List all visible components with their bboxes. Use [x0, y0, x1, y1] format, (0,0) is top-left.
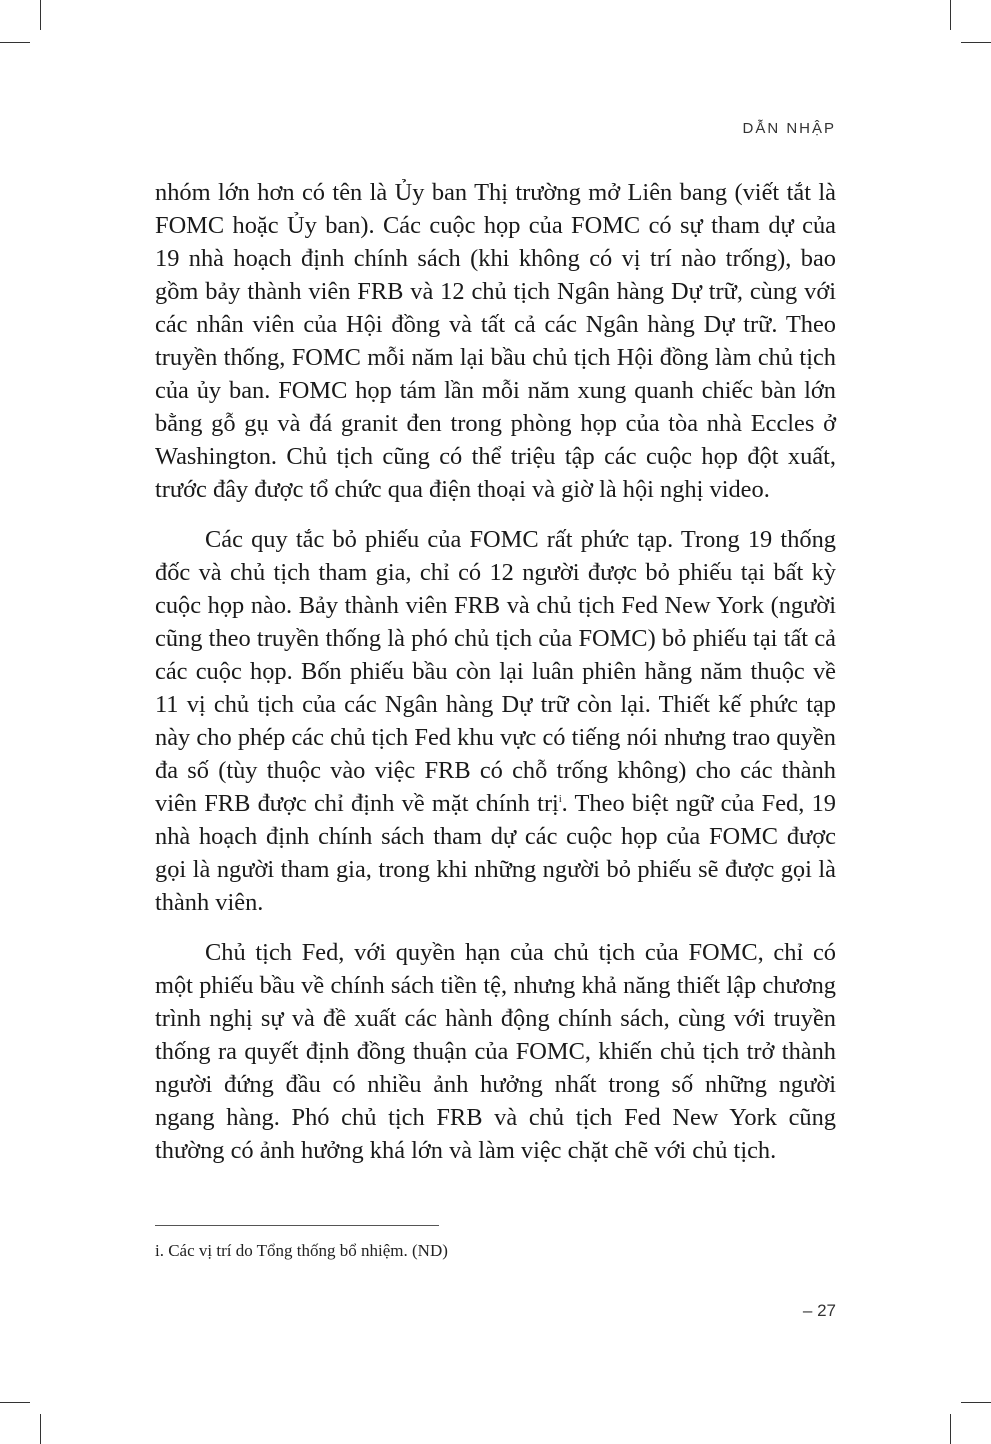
- running-head: DẪN NHẬP: [742, 120, 836, 137]
- page-number: – 27: [802, 1301, 836, 1320]
- paragraph-2: [155, 523, 836, 919]
- footnote-reference[interactable]: i: [558, 794, 562, 805]
- crop-mark: [40, 0, 41, 30]
- footnote-divider: [155, 1225, 439, 1226]
- crop-mark: [0, 1402, 30, 1403]
- paragraph-3: Chủ tịch Fed, với quyền hạn của chủ tịch của FOMC, chỉ có một phiếu bầu về chính sách tiền tệ, nhưng khả năng thiết lập chương trình nghị sự và đề xuất các hành động chính sách, cùng với truyền thống ra quyết định đồng thuận của FOMC, khiến chủ tịch trở thành người đứng đầu có nhiều ảnh hưởng nhất trong số những người ngang hàng. Phó chủ tịch FRB và chủ tịch Fed New York cũng thường có ảnh hưởng khá lớn và làm việc chặt chẽ với chủ tịch.: [155, 939, 836, 1164]
- paragraph-2-part-2: . Theo biệt ngữ của Fed, 19 nhà hoạch định chính sách tham dự các cuộc họp của FOMC được gọi là người tham gia, trong khi những người bỏ phiếu sẽ được gọi là thành viên.: [155, 790, 836, 916]
- paragraph-2-part-1: Các quy tắc bỏ phiếu của FOMC rất phức tạp. Trong 19 thống đốc và chủ tịch tham gia, chỉ có 12 người được bỏ phiếu tại bất kỳ cuộc họp nào. Bảy thành viên FRB và chủ tịch Fed New York (người cũng theo truyền thống là phó chủ tịch của FOMC) bỏ phiếu tại tất cả các cuộc họp. Bốn phiếu bầu còn lại luân phiên hằng năm thuộc về 11 vị chủ tịch của các Ngân hàng Dự trữ còn lại. Thiết kế phức tạp này cho phép các chủ tịch Fed khu vực có tiếng nói nhưng trao quyền đa số (tùy thuộc vào việc FRB có chỗ trống không) cho các thành viên FRB được chỉ định về mặt chính trị: [155, 526, 836, 817]
- body-text: [155, 176, 836, 1167]
- footnote: i. Các vị trí do Tổng thống bổ nhiệm. (ND): [155, 1241, 448, 1260]
- crop-mark: [0, 42, 30, 43]
- crop-mark: [961, 42, 991, 43]
- crop-mark: [961, 1402, 991, 1403]
- paragraph-1: nhóm lớn hơn có tên là Ủy ban Thị trường mở Liên bang (viết tắt là FOMC hoặc Ủy ban). Các cuộc họp của FOMC có sự tham dự của 19 nhà hoạch định chính sách (khi không có vị trí nào trống), bao gồm bảy thành viên FRB và 12 chủ tịch Ngân hàng Dự trữ, cùng với các nhân viên của Hội đồng và tất cả các Ngân hàng Dự trữ. Theo truyền thống, FOMC mỗi năm lại bầu chủ tịch Hội đồng làm chủ tịch của ủy ban. FOMC họp tám lần mỗi năm xung quanh chiếc bàn lớn bằng gỗ gụ và đá granit đen trong phòng họp của tòa nhà Eccles ở Washington. Chủ tịch cũng có thể triệu tập các cuộc họp đột xuất, trước đây được tổ chức qua điện thoại và giờ là hội nghị video.: [155, 179, 836, 503]
- crop-mark: [40, 1414, 41, 1444]
- crop-mark: [950, 0, 951, 30]
- crop-mark: [950, 1414, 951, 1444]
